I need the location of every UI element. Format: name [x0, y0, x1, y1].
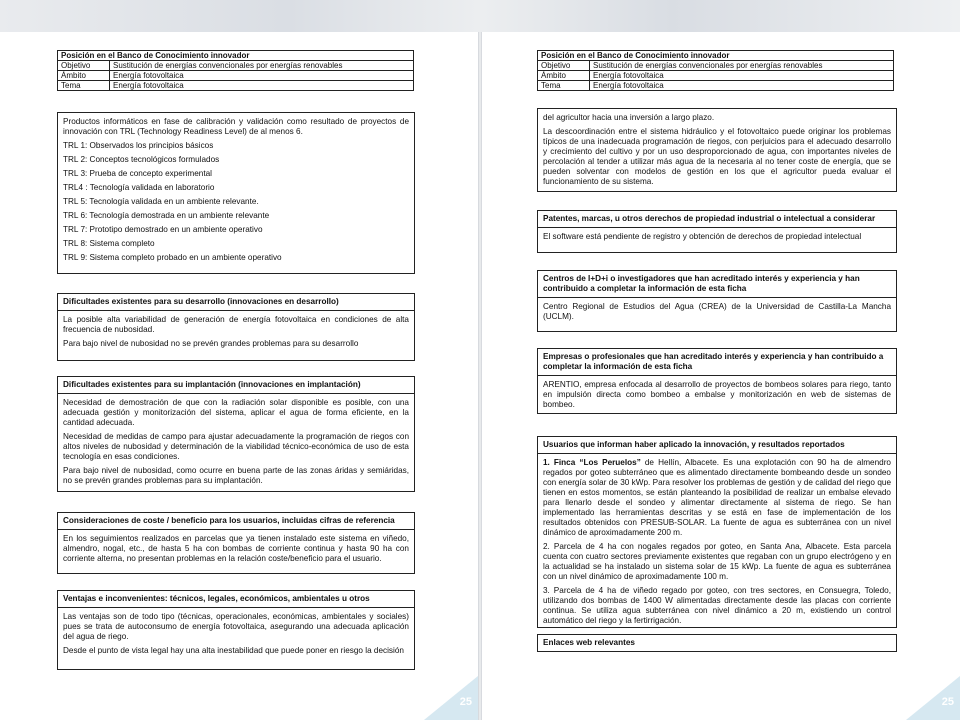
- section-title: Empresas o profesionales que han acreditado interés y experiencia y han contribuido a completar la información de esta ficha: [538, 349, 896, 376]
- links-box: [537, 634, 897, 652]
- user-case-2: 2. Parcela de 4 ha con nogales regados por goteo, en Santa Ana, Albacete. Esta parcela cuenta con cuatro sectores previamente existentes que regaban con un grupo electrógeno y en la actualidad se ha instalado un sistema solar de 15 kWp. La fuente de agua es subterránea con un nivel dinámico de aproximadamente 100 m.: [543, 542, 891, 581]
- continuation-box: del agricultor hacia una inversión a largo plazo. La descoordinación entre el sistema hidráulico y el fotovoltaico puede originar los problemas típicos de una inadecuada programación de riegos, con perjuicios para el adecuado desarrollo y crecimiento del cultivo y por un uso desproporcionado de agua, con importantes niveles de percolación al tender a utilizar más agua de la necesaria al no tener coste de energía, que se pueden solventar con modelos de gestión en los que el agricultor pueda evaluar el funcionamiento de su sistema.: [537, 108, 897, 192]
- table-row: Ámbito Energía fotovoltaica: [58, 71, 414, 81]
- table-row: Tema Energía fotovoltaica: [538, 81, 894, 91]
- trl-item: TRL4 : Tecnología validada en laboratorio: [63, 183, 215, 192]
- trl-item: TRL 5: Tecnología validada en un ambiente relevante.: [63, 197, 259, 206]
- user-case-3: 3. Parcela de 4 ha de viñedo regado por goteo, con tres sectores, en Consuegra, Toledo, utilizando dos bombas de 1400 W alimentadas directamente desde las placas con corriente continua. Se utiliza agua subterránea con nivel dinámico a 20 m, existiendo un control automático del riego y la fertirrigación.: [543, 586, 891, 625]
- table-row: Ámbito Energía fotovoltaica: [538, 71, 894, 81]
- knowledge-bank-table: [57, 50, 414, 91]
- products-intro: Productos informáticos en fase de calibración y validación como resultado de proyectos de innovación con TRL (Technology Readiness Level) de al menos 6.: [63, 117, 409, 136]
- section-title: Usuarios que informan haber aplicado la innovación, y resultados reportados: [538, 437, 896, 454]
- user-case-1: 1. Finca “Los Peruelos” de Hellín, Albacete. Es una explotación con 90 ha de almendro regados por goteo subterráneo que es alimentado directamente bombeando desde un sondeo con energía solar de 30 kWp. Para resolver los problemas de gestión y de calidad del riego que tienen en estos momentos, se están planteando la posibilidad de realizar un embalse elevado para llenarlo desde el sondeo y alimentar directamente al sistema de riego. Se han implementado las herramientas descritas y se está en fase de implementación de los resultados obtenidos con PRESUB-SOLAR. La fuente de agua es subterránea con un nivel dinámico de aproximadamente 200 m.: [543, 458, 891, 537]
- products-box: [57, 112, 415, 274]
- knowledge-bank-title: Posición en el Banco de Conocimiento innovador: [58, 51, 414, 61]
- development-difficulties-box: Dificultades existentes para su desarrollo (innovaciones en desarrollo) La posible alta variabilidad de generación de energía fotovoltaica en condiciones de alta frecuencia de nubosidad. Para bajo nivel de nubosidad no se prevén grandes problemas para su desarrollo: [57, 293, 415, 361]
- trl-item: TRL 9: Sistema completo probado en un ambiente operativo: [63, 253, 282, 262]
- table-row: Objetivo Sustitución de energías convencionales por energías renovables: [538, 61, 894, 71]
- section-title: Consideraciones de coste / beneficio para los usuarios, incluidas cifras de referencia: [58, 513, 414, 530]
- right-page: [482, 32, 960, 720]
- knowledge-bank-table: [537, 50, 894, 91]
- section-title: Ventajas e inconvenientes: técnicos, legales, económicos, ambientales u otros: [58, 591, 414, 608]
- page-number: 25: [941, 696, 954, 708]
- patents-box: Patentes, marcas, u otros derechos de propiedad industrial o intelectual a considerar El software está pendiente de registro y obtención de derechos de propiedad intelectual: [537, 210, 897, 253]
- section-title: Enlaces web relevantes: [543, 638, 635, 647]
- table-row: Objetivo Sustitución de energías convencionales por energías renovables: [58, 61, 414, 71]
- section-title: Patentes, marcas, u otros derechos de propiedad industrial o intelectual a considerar: [538, 211, 896, 228]
- trl-item: TRL 2: Conceptos tecnológicos formulados: [63, 155, 220, 164]
- trl-item: TRL 8: Sistema completo: [63, 239, 155, 248]
- section-title: Dificultades existentes para su desarrollo (innovaciones en desarrollo): [58, 294, 414, 311]
- companies-box: Empresas o profesionales que han acreditado interés y experiencia y han contribuido a completar la información de esta ficha ARENTIO, empresa enfocada al desarrollo de proyectos de bombeos solares para riego, tanto en impulsión directa como bombeo a embalse y monitorización en web de sistemas de bombeo.: [537, 348, 897, 414]
- research-centers-box: Centros de I+D+i o investigadores que han acreditado interés y experiencia y han contribuido a completar la información de esta ficha Centro Regional de Estudios del Agua (CREA) de la Universidad de Castilla-La Mancha (UCLM).: [537, 270, 897, 332]
- trl-item: TRL 6: Tecnología demostrada en un ambiente relevante: [63, 211, 270, 220]
- section-title: Centros de I+D+i o investigadores que han acreditado interés y experiencia y han contribuido a completar la información de esta ficha: [538, 271, 896, 298]
- table-row: Tema Energía fotovoltaica: [58, 81, 414, 91]
- implementation-difficulties-box: Dificultades existentes para su implantación (innovaciones en implantación) Necesidad de demostración de que con la radiación solar disponible es posible, con una adecuada gestión y monitorización del sistema, aplicar el agua de forma eficiente, en la cantidad adecuada. Necesidad de medidas de campo para ajustar adecuadamente la programación de riegos con altos niveles de nubosidad y determinación de la viabilidad técnico-económica de uso de esta tecnología en esas condiciones. Para bajo nivel de nubosidad, como ocurre en buena parte de las zonas áridas y semiáridas, no se prevén grandes problemas para su implantación.: [57, 376, 415, 492]
- advantages-box: Ventajas e inconvenientes: técnicos, legales, económicos, ambientales u otros Las ventajas son de todo tipo (técnicas, operacionales, económicas, ambientales y sociales) pues se trata de autoconsumo de energía fotovoltaica, asegurando una adecuada aplicación del agua de riego. Desde el punto de vista legal hay una alta inestabilidad que puede poner en riesgo la decisión: [57, 590, 415, 670]
- background-strip: [0, 0, 960, 32]
- trl-item: TRL 7: Prototipo demostrado en un ambiente operativo: [63, 225, 263, 234]
- left-page: [0, 32, 478, 720]
- trl-item: TRL 1: Observados los principios básicos: [63, 141, 214, 150]
- cost-benefit-box: Consideraciones de coste / beneficio para los usuarios, incluidas cifras de referencia En los seguimientos realizados en parcelas que ya tienen instalado este sistema en viñedo, almendro, nogal, etc., de hasta 5 ha con bombas de corriente continua y hasta 90 ha con corriente alterna, no presentan problemas en la relación coste/beneficio para el usuario.: [57, 512, 415, 574]
- page-number: 25: [459, 696, 472, 708]
- section-title: Dificultades existentes para su implantación (innovaciones en implantación): [58, 377, 414, 394]
- knowledge-bank-title: Posición en el Banco de Conocimiento innovador: [538, 51, 894, 61]
- users-box: [537, 436, 897, 628]
- trl-item: TRL 3: Prueba de concepto experimental: [63, 169, 212, 178]
